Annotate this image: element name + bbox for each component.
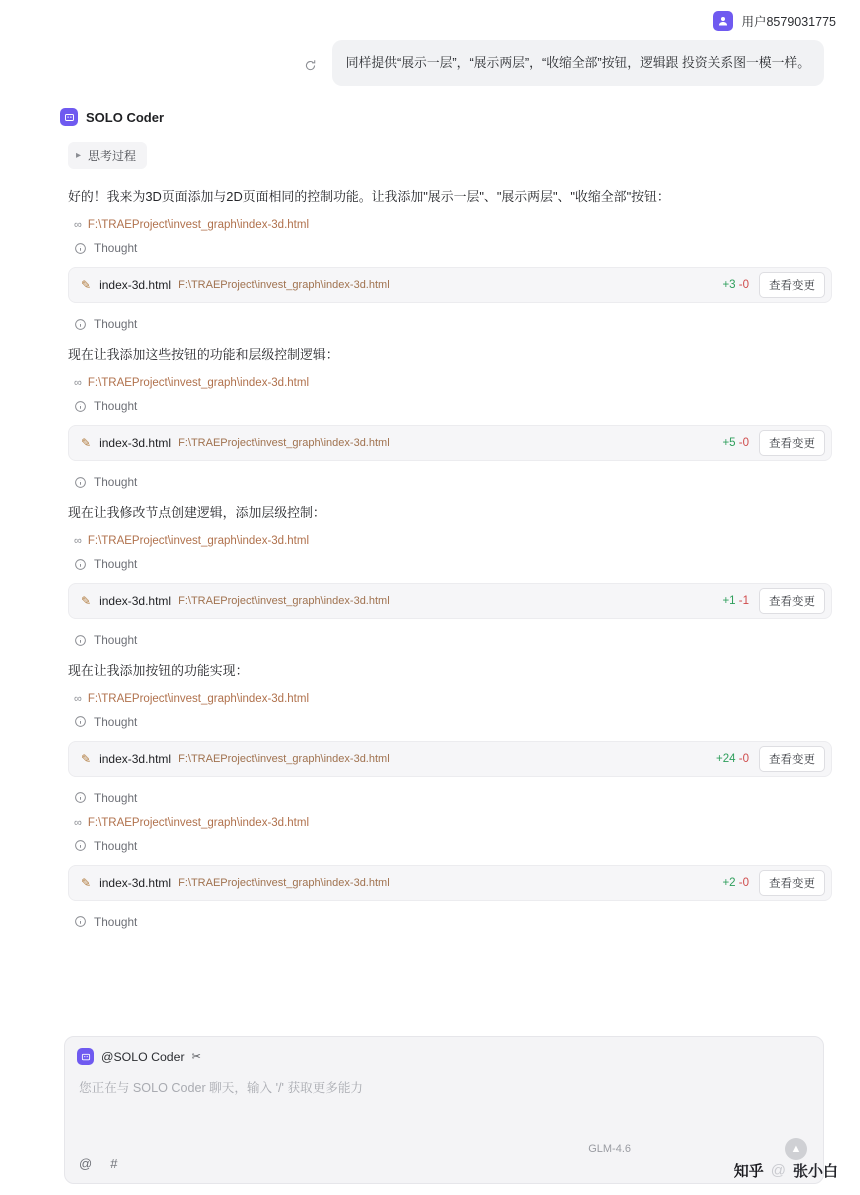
agent-name: SOLO Coder — [86, 109, 165, 125]
diff-card[interactable] — [68, 741, 832, 777]
composer-header — [65, 1037, 823, 1065]
info-icon — [74, 400, 87, 413]
view-changes-button[interactable]: 查看变更 — [759, 430, 825, 456]
diff-stats — [722, 877, 749, 889]
watermark — [734, 1160, 838, 1181]
file-reference[interactable] — [74, 219, 824, 231]
link-icon: ∞ — [74, 816, 81, 829]
lines-removed: -1 — [738, 595, 749, 608]
lines-removed: -0 — [738, 876, 749, 889]
lines-removed: -0 — [738, 752, 749, 765]
file-path: F:\TRAEProject\invest_graph\index-3d.html — [87, 377, 309, 390]
diff-file-path: F:\TRAEProject\invest_graph\index-3d.html — [178, 279, 390, 292]
thought-row[interactable] — [74, 241, 824, 255]
assistant-steps — [60, 185, 824, 929]
diff-stats — [722, 595, 749, 607]
thought-row[interactable] — [74, 633, 824, 647]
thought-row[interactable] — [74, 399, 824, 413]
diff-stats — [722, 279, 749, 291]
composer-agent-mention[interactable]: @SOLO Coder — [101, 1049, 185, 1064]
info-icon — [74, 715, 87, 728]
user-name: 用户8579031775 — [741, 15, 836, 29]
user-message-row — [0, 34, 860, 86]
link-icon: ∞ — [74, 377, 81, 390]
file-path: F:\TRAEProject\invest_graph\index-3d.html — [87, 816, 309, 829]
edit-file-icon: ✎ — [81, 594, 92, 609]
edit-file-icon: ✎ — [81, 751, 92, 766]
message-input[interactable]: 您正在与 SOLO Coder 聊天，输入 '/' 获取更多能力 — [79, 1081, 364, 1095]
info-icon — [74, 839, 87, 852]
thought-label: Thought — [94, 714, 138, 729]
file-reference[interactable] — [74, 377, 824, 389]
diff-file-name: index-3d.html — [99, 278, 172, 293]
thought-label: Thought — [94, 914, 138, 929]
link-icon: ∞ — [74, 535, 81, 548]
assistant-paragraph: 现在让我添加按钮的功能实现： — [68, 663, 249, 679]
file-path: F:\TRAEProject\invest_graph\index-3d.html — [87, 219, 309, 232]
lines-added: +1 — [722, 595, 736, 608]
thought-row[interactable] — [74, 475, 824, 489]
file-reference[interactable] — [74, 535, 824, 547]
watermark-author: 张小白 — [792, 1163, 838, 1180]
diff-file-name: index-3d.html — [99, 751, 172, 766]
diff-file-path: F:\TRAEProject\invest_graph\index-3d.html — [178, 595, 390, 608]
thought-row[interactable] — [74, 839, 824, 853]
thinking-label: 思考过程 — [88, 149, 137, 164]
assistant-paragraph: 现在让我修改节点创建逻辑，添加层级控制： — [68, 505, 326, 521]
thought-row[interactable] — [74, 915, 824, 929]
link-icon: ∞ — [74, 692, 81, 705]
thought-label: Thought — [94, 838, 138, 853]
diff-card[interactable] — [68, 865, 832, 901]
thought-label: Thought — [94, 475, 138, 490]
lines-added: +5 — [722, 437, 736, 450]
thought-row[interactable] — [74, 557, 824, 571]
view-changes-button[interactable]: 查看变更 — [759, 272, 825, 298]
thought-row[interactable] — [74, 715, 824, 729]
lines-removed: -0 — [738, 279, 749, 292]
top-user-bar — [0, 0, 860, 34]
watermark-logo: 知乎 — [733, 1163, 764, 1180]
agent-header — [60, 108, 824, 126]
file-path: F:\TRAEProject\invest_graph\index-3d.html — [87, 692, 309, 705]
diff-file-name: index-3d.html — [99, 436, 172, 451]
assistant-paragraph: 好的！我来为3D页面添加与2D页面相同的控制功能。让我添加"展示一层"、"展示两层"、"收缩全部"按钮： — [68, 189, 670, 205]
lines-added: +3 — [722, 279, 736, 292]
info-icon — [74, 318, 87, 331]
file-path: F:\TRAEProject\invest_graph\index-3d.html — [87, 535, 309, 548]
file-reference[interactable] — [74, 817, 824, 829]
mention-button[interactable]: @ — [79, 1156, 93, 1171]
diff-stats — [716, 753, 749, 765]
info-icon — [74, 634, 87, 647]
edit-file-icon: ✎ — [81, 436, 92, 451]
info-icon — [74, 242, 87, 255]
message-composer[interactable] — [64, 1036, 824, 1184]
diff-file-name: index-3d.html — [99, 875, 172, 890]
view-changes-button[interactable]: 查看变更 — [759, 746, 825, 772]
refresh-icon[interactable] — [300, 54, 322, 76]
model-label[interactable]: GLM-4.6 — [588, 1143, 631, 1155]
lines-added: +2 — [722, 876, 736, 889]
view-changes-button[interactable]: 查看变更 — [759, 588, 825, 614]
watermark-separator: @ — [770, 1162, 786, 1179]
lines-removed: -0 — [738, 437, 749, 450]
diff-card[interactable] — [68, 425, 832, 461]
thought-row[interactable] — [74, 791, 824, 805]
file-reference[interactable] — [74, 693, 824, 705]
thought-label: Thought — [94, 317, 138, 332]
agent-logo-icon — [60, 108, 78, 126]
thought-label: Thought — [94, 790, 138, 805]
chevron-right-icon: ▸ — [76, 149, 82, 161]
diff-card[interactable] — [68, 267, 832, 303]
assistant-paragraph: 现在让我添加这些按钮的功能和层级控制逻辑： — [68, 347, 339, 363]
diff-file-path: F:\TRAEProject\invest_graph\index-3d.html — [178, 752, 390, 765]
scissors-icon[interactable]: ✂ — [191, 1051, 201, 1063]
assistant-block — [0, 86, 860, 929]
agent-logo-icon — [77, 1048, 94, 1065]
hash-button[interactable]: # — [110, 1156, 118, 1171]
info-icon — [74, 558, 87, 571]
thought-label: Thought — [94, 241, 138, 256]
send-arrow-icon[interactable]: ▲ — [785, 1138, 807, 1160]
lines-added: +24 — [716, 752, 736, 765]
diff-card[interactable] — [68, 583, 832, 619]
diff-file-path: F:\TRAEProject\invest_graph\index-3d.html — [178, 437, 390, 450]
info-icon — [74, 915, 87, 928]
edit-file-icon: ✎ — [81, 278, 92, 293]
info-icon — [74, 476, 87, 489]
diff-stats — [722, 437, 749, 449]
info-icon — [74, 791, 87, 804]
edit-file-icon: ✎ — [81, 875, 92, 890]
thinking-process-toggle[interactable] — [68, 142, 147, 169]
view-changes-button[interactable]: 查看变更 — [759, 870, 825, 896]
link-icon: ∞ — [74, 219, 81, 232]
diff-file-name: index-3d.html — [99, 594, 172, 609]
thought-label: Thought — [94, 557, 138, 572]
composer-toolbar — [65, 1156, 823, 1183]
user-avatar-icon[interactable] — [713, 11, 733, 31]
thought-row[interactable] — [74, 317, 824, 331]
thought-label: Thought — [94, 399, 138, 414]
user-message-bubble: 同样提供“展示一层”，“展示两层”，“收缩全部”按钮，逻辑跟 投资关系图一模一样。 — [332, 40, 824, 86]
thought-label: Thought — [94, 633, 138, 648]
diff-file-path: F:\TRAEProject\invest_graph\index-3d.html — [178, 876, 390, 889]
